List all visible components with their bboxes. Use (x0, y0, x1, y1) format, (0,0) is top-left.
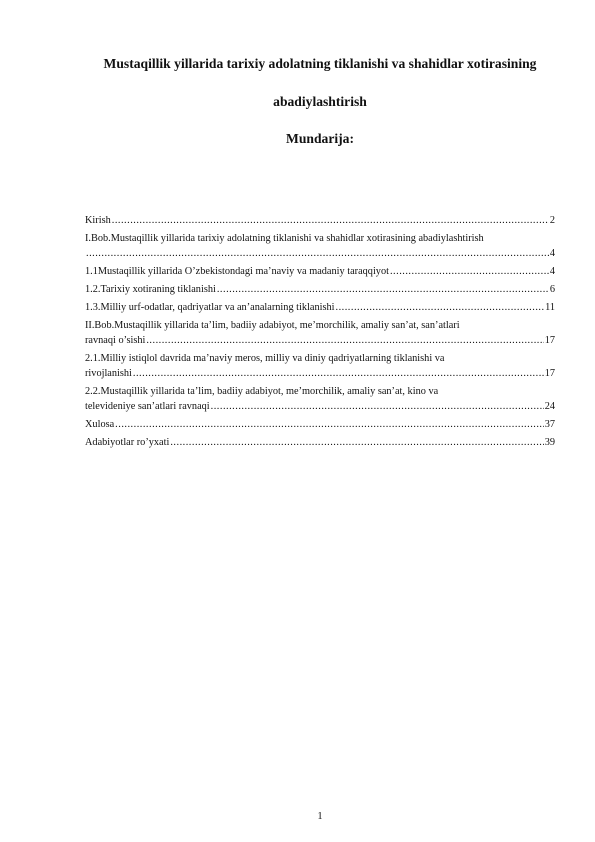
dot-leader (170, 435, 543, 450)
dot-leader (133, 366, 544, 381)
toc-page-number: 4 (549, 248, 555, 259)
toc-entry-references[interactable]: Adabiyotlar ro’yxati ..... 39 (85, 435, 555, 450)
dot-leader (217, 282, 549, 297)
document-title-line-2: abadiylashtirish (273, 94, 367, 109)
toc-entry-1-3[interactable]: 1.3.Milliy urf-odatlar, qadriyatlar va an’analarning tiklanishi ..... 11 (85, 300, 555, 315)
dot-leader (390, 264, 549, 279)
toc-page-number: 2 (549, 215, 555, 226)
dot-leader (112, 213, 549, 228)
toc-entry-2-1[interactable]: 2.1.Milliy istiqlol davrida ma’naviy meros, milliy va diniy qadriyatlarning tiklanishi va rivojlanishi ..... 17 (85, 351, 555, 381)
toc-page-number: 11 (545, 302, 555, 313)
table-of-contents (85, 213, 555, 453)
document-title-line-1: Mustaqillik yillarida tarixiy adolatning tiklanishi va shahidlar xotirasining (103, 56, 537, 71)
toc-page-number: 24 (544, 401, 555, 412)
page-number: 1 (317, 811, 323, 822)
dot-leader (146, 333, 543, 348)
dot-leader (336, 300, 545, 315)
toc-entry-1-2[interactable]: 1.2.Tarixiy xotiraning tiklanishi ..... 6 (85, 282, 555, 297)
toc-page-number: 39 (544, 437, 555, 448)
dot-leader (211, 399, 544, 414)
toc-entry-chapter-1[interactable]: I.Bob.Mustaqillik yillarida tarixiy adolatning tiklanishi va shahidlar xotirasining abadiylashtirish ..... 4 (85, 231, 555, 261)
toc-page-number: 6 (549, 284, 555, 295)
toc-page-number: 17 (544, 368, 555, 379)
toc-page-number: 37 (544, 419, 555, 430)
toc-entry-chapter-2[interactable]: II.Bob.Mustaqillik yillarida ta’lim, badiiy adabiyot, me’morchilik, amaliy san’at, san’atlari ravnaqi o’sishi ..... 17 (85, 318, 555, 348)
contents-heading: Mundarija: (286, 131, 354, 146)
toc-entry-conclusion[interactable]: Xulosa ..... 37 (85, 417, 555, 432)
toc-page-number: 17 (544, 335, 555, 346)
toc-entry-intro[interactable]: Kirish ..... 2 (85, 213, 555, 228)
toc-entry-2-2[interactable]: 2.2.Mustaqillik yillarida ta’lim, badiiy adabiyot, me’morchilik, amaliy san’at, kino va televideniye san’atlari ravnaqi ..... 24 (85, 384, 555, 414)
dot-leader (115, 417, 544, 432)
toc-entry-1-1[interactable]: 1.1Mustaqillik yillarida O’zbekistondagi ma’naviy va madaniy taraqqiyot ..... 4 (85, 264, 555, 279)
dot-leader (86, 246, 549, 261)
toc-page-number: 4 (549, 266, 555, 277)
